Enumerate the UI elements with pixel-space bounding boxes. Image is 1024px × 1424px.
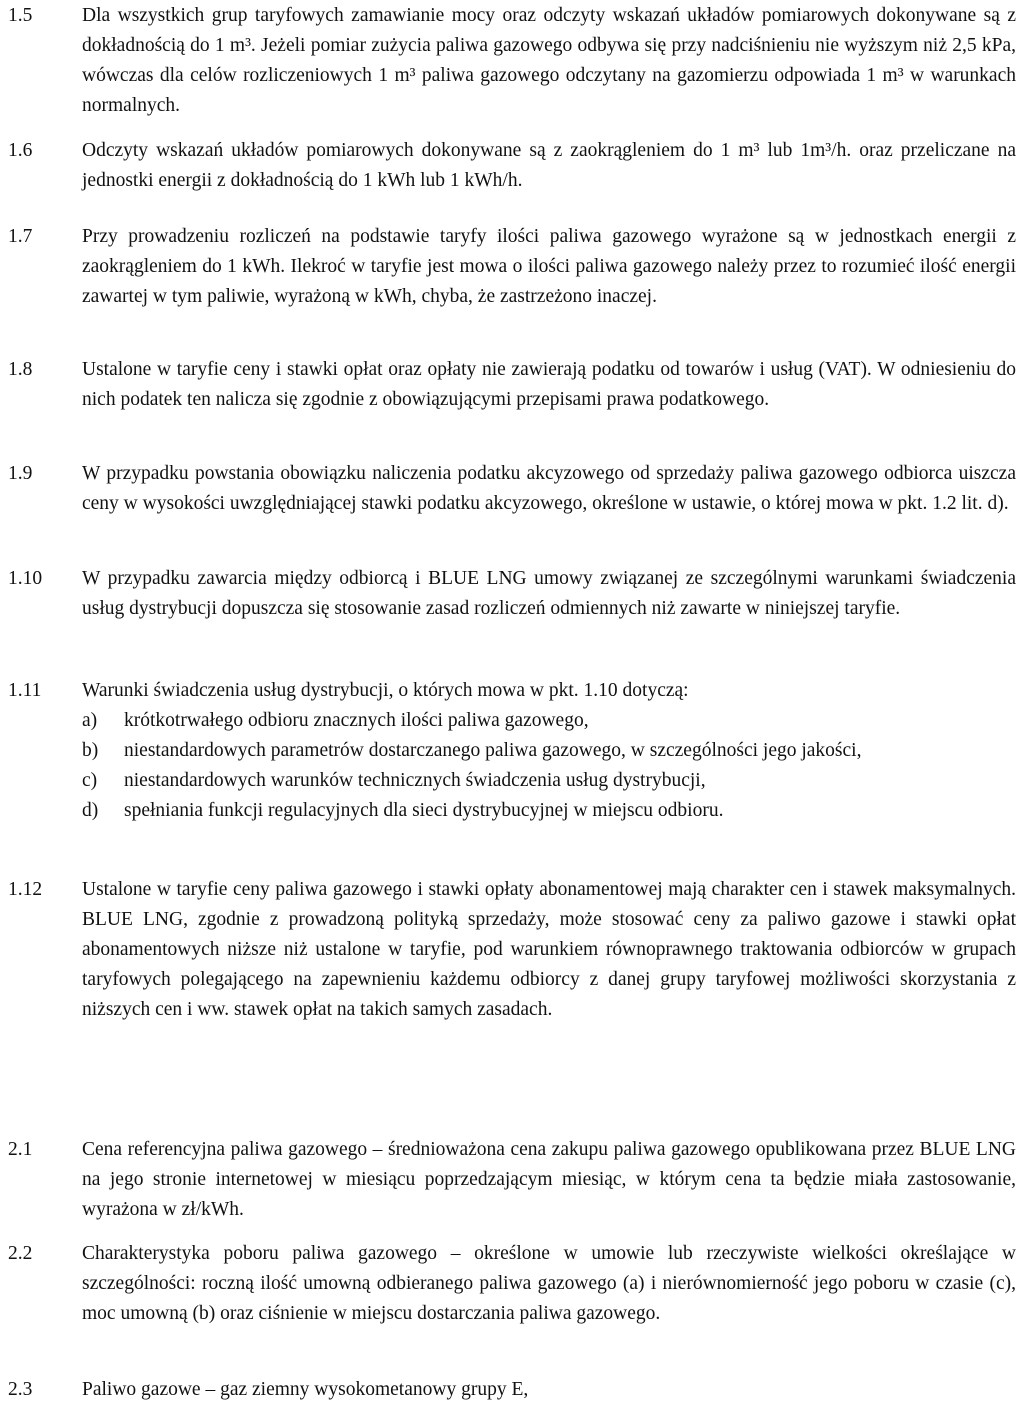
section-text: Ustalone w taryfie ceny paliwa gazowego i stawki opłaty abonamentowej mają charakter cen i stawek maksymalnych. BLUE LNG, zgodnie z prowadzoną polityką sprzedaży, może stosować ceny za paliwo gazowe i stawki opłat abonamentowych niższe niż ustalone w taryfie, pod warunkiem równoprawnego traktowania odbiorców w grupach taryfowych polegającego na zapewnieniu każdemu odbiorcy z danej grupy taryfowej możliwości skorzystania z niższych cen i ww. stawek opłat na takich samych zasadach.: [82, 879, 1016, 1020]
list-letter: a): [82, 710, 98, 731]
list-item-text: krótkotrwałego odbioru znacznych ilości paliwa gazowego,: [124, 710, 589, 731]
section-text: Cena referencyjna paliwa gazowego – średnioważona cena zakupu paliwa gazowego opublikowana przez BLUE LNG na jego stronie internetowej w miesiącu poprzedzającym miesiąc, w którym cena ta będzie miała zastosowanie, wyrażona w zł/kWh.: [82, 1139, 1016, 1220]
section-number: 2.1: [8, 1139, 33, 1160]
section-text: W przypadku powstania obowiązku naliczenia podatku akcyzowego od sprzedaży paliwa gazowego odbiorca uiszcza ceny w wysokości uwzględniającej stawki podatku akcyzowego, określone w ustawie, o której mowa w pkt. 1.2 lit. d).: [82, 463, 1016, 514]
list-item: [82, 736, 1016, 766]
section-2-2: [8, 1239, 1018, 1329]
section-1-10: [8, 564, 1018, 624]
section-1-9: [8, 459, 1018, 519]
section-text: Dla wszystkich grup taryfowych zamawianie mocy oraz odczyty wskazań układów pomiarowych dokonywane są z dokładnością do 1 m³. Jeżeli pomiar zużycia paliwa gazowego odbywa się przy nadciśnieniu nie wyższym niż 2,5 kPa, wówczas dla celów rozliczeniowych 1 m³ paliwa gazowego odczytany na gazomierzu odpowiada 1 m³ w warunkach normalnych.: [82, 5, 1016, 116]
section-number: 2.2: [8, 1243, 33, 1264]
section-2-1: [8, 1135, 1018, 1225]
section-number: 1.7: [8, 226, 33, 247]
list-item-text: niestandardowych parametrów dostarczanego paliwa gazowego, w szczególności jego jakości,: [124, 740, 862, 761]
section-number: 2.3: [8, 1379, 33, 1400]
section-text: [82, 676, 1016, 826]
section-number: 1.9: [8, 463, 33, 484]
section-number: 1.5: [8, 5, 33, 26]
section-1-11: [8, 676, 1018, 826]
section-text: Przy prowadzeniu rozliczeń na podstawie taryfy ilości paliwa gazowego wyrażone są w jednostkach energii z zaokrągleniem do 1 kWh. Ilekroć w taryfie jest mowa o ilości paliwa gazowego należy przez to rozumieć ilość energii zawartej w tym paliwie, wyrażoną w kWh, chyba, że zastrzeżono inaczej.: [82, 226, 1016, 307]
section-text: Ustalone w taryfie ceny i stawki opłat oraz opłaty nie zawierają podatku od towarów i usług (VAT). W odniesieniu do nich podatek ten nalicza się zgodnie z obowiązującymi przepisami prawa podatkowego.: [82, 359, 1016, 410]
section-number: 1.10: [8, 568, 43, 589]
section-1-12: [8, 875, 1018, 1025]
list-item: [82, 706, 1016, 736]
list-letter: d): [82, 800, 99, 821]
list-letter: c): [82, 770, 98, 791]
list-letter: b): [82, 740, 99, 761]
section-number: 1.12: [8, 879, 43, 900]
section-1-8: [8, 355, 1018, 415]
section-text: Odczyty wskazań układów pomiarowych dokonywane są z zaokrągleniem do 1 m³ lub 1m³/h. oraz przeliczane na jednostki energii z dokładnością do 1 kWh lub 1 kWh/h.: [82, 140, 1016, 191]
section-text: Charakterystyka poboru paliwa gazowego – określone w umowie lub rzeczywiste wielkości określające w szczególności: roczną ilość umowną odbieranego paliwa gazowego (a) i nierównomierność jego poboru w czasie (c), moc umowną (b) oraz ciśnienie w miejscu dostarczania paliwa gazowego.: [82, 1243, 1016, 1324]
list-item: [82, 796, 1016, 826]
section-1-6: [8, 136, 1018, 196]
section-number: 1.8: [8, 359, 33, 380]
list-item: [82, 766, 1016, 796]
section-text: W przypadku zawarcia między odbiorcą i BLUE LNG umowy związanej ze szczególnymi warunkami świadczenia usług dystrybucji dopuszcza się stosowanie zasad rozliczeń odmiennych niż zawarte w niniejszej taryfie.: [82, 568, 1016, 619]
list-item-text: spełniania funkcji regulacyjnych dla sieci dystrybucyjnej w miejscu odbioru.: [124, 800, 724, 821]
section-text: Paliwo gazowe – gaz ziemny wysokometanowy grupy E,: [82, 1379, 529, 1400]
section-1-5: [8, 1, 1018, 121]
list-item-text: niestandardowych warunków technicznych świadczenia usług dystrybucji,: [124, 770, 706, 791]
condition-list: [82, 706, 1016, 826]
section-number: 1.11: [8, 680, 42, 701]
section-2-3: [8, 1375, 1018, 1405]
section-intro: Warunki świadczenia usług dystrybucji, o których mowa w pkt. 1.10 dotyczą:: [82, 680, 689, 701]
section-number: 1.6: [8, 140, 33, 161]
section-1-7: [8, 222, 1018, 312]
